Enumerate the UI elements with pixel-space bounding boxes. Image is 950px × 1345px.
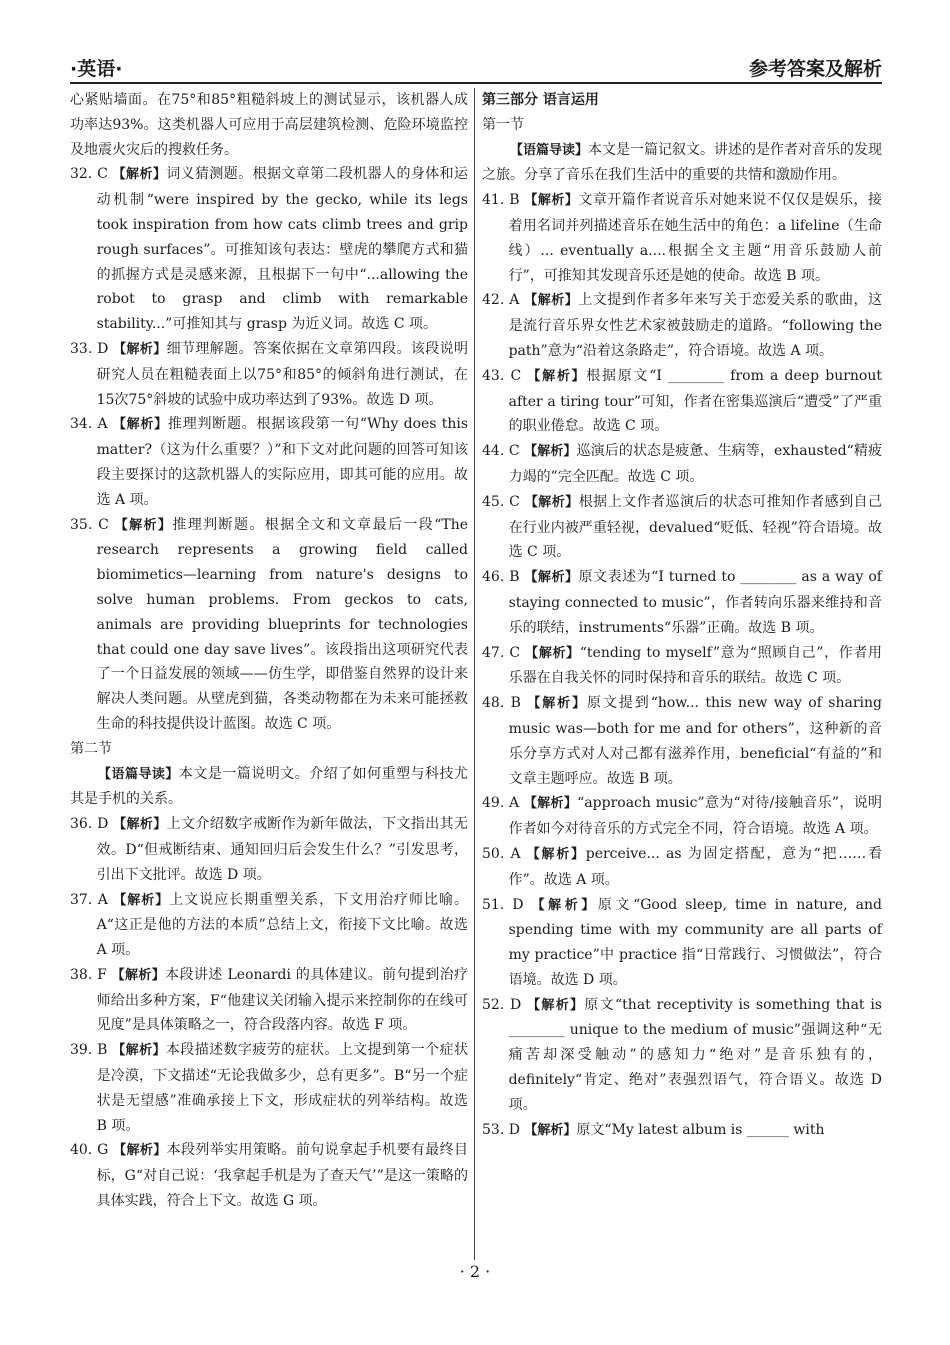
analysis-tag: 【解析】 (112, 417, 168, 433)
analysis-tag: 【解析】 (113, 341, 167, 357)
answer-number: 46. B (482, 569, 520, 586)
answer-item (70, 513, 468, 737)
analysis-text: 细节理解题。答案依据在文章第四段。该段说明研究人员在粗糙表面上以75°和85°的倾斜角进行测试，在15次75°斜坡的试验中成功率达到了93%。故选 D 项。 (96, 340, 468, 408)
answer-item (482, 188, 882, 288)
analysis-tag: 【解析】 (113, 817, 167, 833)
answer-number: 42. A (482, 292, 520, 309)
answer-list-2 (70, 812, 468, 1214)
answer-item (482, 842, 882, 893)
analysis-tag: 【解析】 (524, 570, 579, 586)
analysis-text: 推理判断题。根据该段第一句“Why does this matter?（这为什么重要？）”和下文对此问题的回答可知该段主要探讨的这款机器人的实际应用，即其可能的应用。故选 A 项。 (96, 416, 468, 508)
answer-number: 40. G (70, 1142, 109, 1159)
answer-item (70, 337, 468, 412)
answer-item (482, 641, 882, 692)
answer-number: 44. C (482, 443, 520, 460)
section-heading: 第二节 (70, 740, 112, 757)
part-heading: 第三部分 语言运用 (482, 92, 599, 108)
answer-number: 38. F (70, 966, 107, 983)
analysis-text: 巡演后的状态是疲惫、生病等，exhausted“精疲力竭的”完全匹配。故选 C 项。 (508, 443, 882, 485)
answer-number: 48. B (482, 695, 521, 712)
answer-number: 34. A (70, 416, 108, 433)
answer-number: 51. D (482, 896, 524, 913)
answer-item (482, 288, 882, 363)
analysis-tag: 【解析】 (523, 796, 578, 812)
analysis-text: 词义猜测题。根据文章第二段机器人的身体和运动机制“were inspired by the gecko, while its legs took inspiration from how cats climb trees and grip rough surfaces”。可推知该句表达：壁虎的攀爬方式和猫的抓握方式是灵感来源，且根据下一句中“...allowing the robot to grasp and climb with remarkable stability...”可推知其与 grasp 为近义词。故选 C 项。 (96, 166, 468, 333)
analysis-tag: 【解析】 (524, 193, 579, 209)
answer-item (70, 963, 468, 1038)
answer-item (482, 1118, 882, 1144)
analysis-tag: 【解析】 (111, 967, 166, 983)
answer-item (482, 490, 882, 565)
guide-text: 本文是一篇记叙文。讲述的是作者对音乐的发现之旅。分享了音乐在我们生活中的重要的共情和激励作用。 (482, 141, 883, 184)
analysis-tag: 【解析】 (524, 1122, 577, 1138)
section-heading: 第一节 (482, 116, 524, 133)
answer-number: 41. B (482, 192, 520, 209)
answer-number: 49. A (482, 795, 520, 812)
analysis-text: 本段讲述 Leonardi 的具体建议。前句提到治疗师给出多种方案，F“他建议关闭输入提示来控制你的在线可见度”是具体策略之一，符合段落内容。故选 F 项。 (96, 966, 468, 1034)
guide-text: 本文是一篇说明文。介绍了如何重塑与科技尤其是手机的关系。 (70, 765, 468, 808)
analysis-tag: 【解析】 (114, 517, 173, 533)
analysis-text: 上文介绍数字戒断作为新年做法，下文指出其无效。D“但戒断结束、通知回归后会发生什么？”引发思考，引出下文批评。故选 D 项。 (96, 816, 468, 883)
guide-tag: 【语篇导读】 (98, 766, 179, 782)
analysis-text: 本段描述数字疲劳的症状。上文提到第一个症状是冷漠，下文描述“无论我做多少，总有更多”。B“另一个症状是无望感”准确承接上下文，形成症状的列举结构。故选 B 项。 (96, 1042, 468, 1134)
subject-label: ·英语· (70, 58, 123, 80)
analysis-text: 原文表述为“I turned to ________ as a way of staying connected to music”，作者转向乐器来维持和音乐的联结，instruments“乐器”正确。故选 B 项。 (508, 569, 882, 636)
page-number: · 2 · (459, 1262, 491, 1281)
answer-item (482, 691, 882, 791)
analysis-text: 文章开篇作者说音乐对她来说不仅仅是娱乐，接着用名词并列描述音乐在她生活中的角色：a lifeline（生命线）... eventually a....根据全文主题“用音乐鼓励人前行”，可推知其发现音乐还是她的使命。故选 B 项。 (508, 192, 882, 284)
analysis-tag: 【解析】 (527, 696, 588, 712)
section-title: 参考答案及解析 (748, 58, 882, 80)
analysis-tag: 【解析】 (525, 645, 580, 661)
page-header (70, 52, 882, 84)
analysis-tag: 【解析】 (113, 1143, 167, 1159)
answer-number: 32. C (70, 166, 108, 183)
answer-item (482, 791, 882, 842)
passage-guide (482, 138, 882, 189)
analysis-text: 原文“My latest album is ______ with (576, 1121, 825, 1138)
analysis-tag: 【解析】 (524, 444, 577, 460)
analysis-text: perceive... as 为固定搭配，意为“把……看作”。故选 A 项。 (508, 845, 883, 888)
analysis-tag: 【解析】 (112, 167, 167, 183)
analysis-text: 上文提到作者多年来写关于恋爱关系的歌曲，这是流行音乐界女性艺术家被鼓励走的道路。“following the path”意为“沿着这条路走”，符合语境。故选 A 项。 (508, 292, 883, 359)
answer-item (70, 812, 468, 887)
answer-item (70, 1038, 468, 1138)
analysis-tag: 【解析】 (527, 997, 585, 1013)
answer-item (70, 888, 468, 963)
analysis-text: 原文“that receptivity is something that is ________ unique to the medium of music”强调这种“无痛苦却深受触动”的感知力“绝对”是音乐独有的，definitely“肯定、绝对”表强烈语气，符合语义。故选 D 项。 (508, 996, 882, 1113)
answer-item (70, 1138, 468, 1213)
answer-item (482, 364, 882, 439)
answer-number: 47. C (482, 644, 521, 661)
intro-paragraph: 心紧贴墙面。在75°和85°粗糙斜坡上的测试显示，该机器人成功率达93%。这类机器人可应用于高层建筑检测、危险环境监控及地震火灾后的搜救任务。 (70, 92, 468, 158)
analysis-tag: 【解析】 (112, 1043, 166, 1059)
answer-list-3 (482, 188, 882, 1143)
analysis-text: 根据上文作者巡演后的状态可推知作者感到自己在行业内被严重轻视，devalued“贬低、轻视”符合语境。故选 C 项。 (508, 493, 883, 561)
column-divider (474, 88, 475, 1260)
answer-number: 35. C (70, 516, 109, 533)
guide-tag: 【语篇导读】 (510, 142, 589, 158)
analysis-text: 推理判断题。根据全文和文章最后一段“The research represents a growing field called biomimetics—learning from nature's designs to solve human problems. From geckos to cats, animals are providing blueprints for technologies that could one day save lives”。该段指出这项研究代表了一个日益发展的领域——仿生学，即借鉴自然界的设计来解决人类问题。从壁虎到猫，各类动物都在为未来可能拯救生命的科技提供设计蓝图。故选 C 项。 (96, 516, 468, 732)
answer-item (482, 439, 882, 490)
answer-number: 53. D (482, 1121, 520, 1138)
answer-number: 37. A (70, 891, 108, 908)
answer-item (70, 412, 468, 512)
answer-list-1 (70, 162, 468, 736)
right-column (482, 88, 882, 1143)
answer-number: 33. D (70, 340, 109, 357)
answer-item (482, 565, 882, 640)
analysis-text: “approach music”意为“对待/接触音乐”，说明作者如今对待音乐的方式完全不同，符合语境。故选 A 项。 (508, 795, 882, 838)
analysis-tag: 【解析】 (527, 368, 587, 384)
answer-item (482, 993, 882, 1118)
answer-number: 45. C (482, 493, 520, 510)
passage-guide (70, 762, 468, 813)
analysis-text: 原文“Good sleep, time in nature, and spending time with my community are all parts of my practice”中 practice 指“日常践行、习惯做法”，符合语境。故选 D 项。 (508, 896, 882, 988)
answer-item (70, 162, 468, 337)
analysis-text: 上文说应长期重塑关系，下文用治疗师比喻。A“这正是他的方法的本质”总结上文，衔接下文比喻。故选 A 项。 (96, 891, 469, 959)
answer-number: 36. D (70, 816, 109, 833)
answer-number: 39. B (70, 1042, 108, 1059)
analysis-tag: 【解析】 (526, 846, 586, 862)
analysis-text: 本段列举实用策略。前句说拿起手机要有最终目标，G“对自己说：‘我拿起手机是为了查天气’”是这一策略的具体实践，符合上下文。故选 G 项。 (96, 1142, 468, 1210)
left-column (70, 88, 468, 1214)
answer-item (482, 893, 882, 993)
analysis-tag: 【解析】 (531, 897, 598, 913)
analysis-text: “tending to myself”意为“照顾自己”，作者用乐器在自我关怀的同时保持和音乐的联结。故选 C 项。 (508, 644, 882, 687)
answer-number: 50. A (482, 845, 521, 862)
analysis-tag: 【解析】 (524, 293, 579, 309)
answer-number: 43. C (482, 367, 522, 384)
answer-number: 52. D (482, 996, 522, 1013)
analysis-tag: 【解析】 (113, 892, 170, 908)
analysis-text: 原文提到“how... this new way of sharing music was—both for me and for others”，这种新的音乐分享方式对人对己都有滋养作用，beneficial“有益的”和文章主题呼应。故选 B 项。 (508, 695, 882, 787)
analysis-tag: 【解析】 (524, 494, 579, 510)
analysis-text: 根据原文“I ________ from a deep burnout after a tiring tour”可知，作者在密集巡演后“遭受”了严重的职业倦怠。故选 C 项。 (508, 367, 882, 435)
